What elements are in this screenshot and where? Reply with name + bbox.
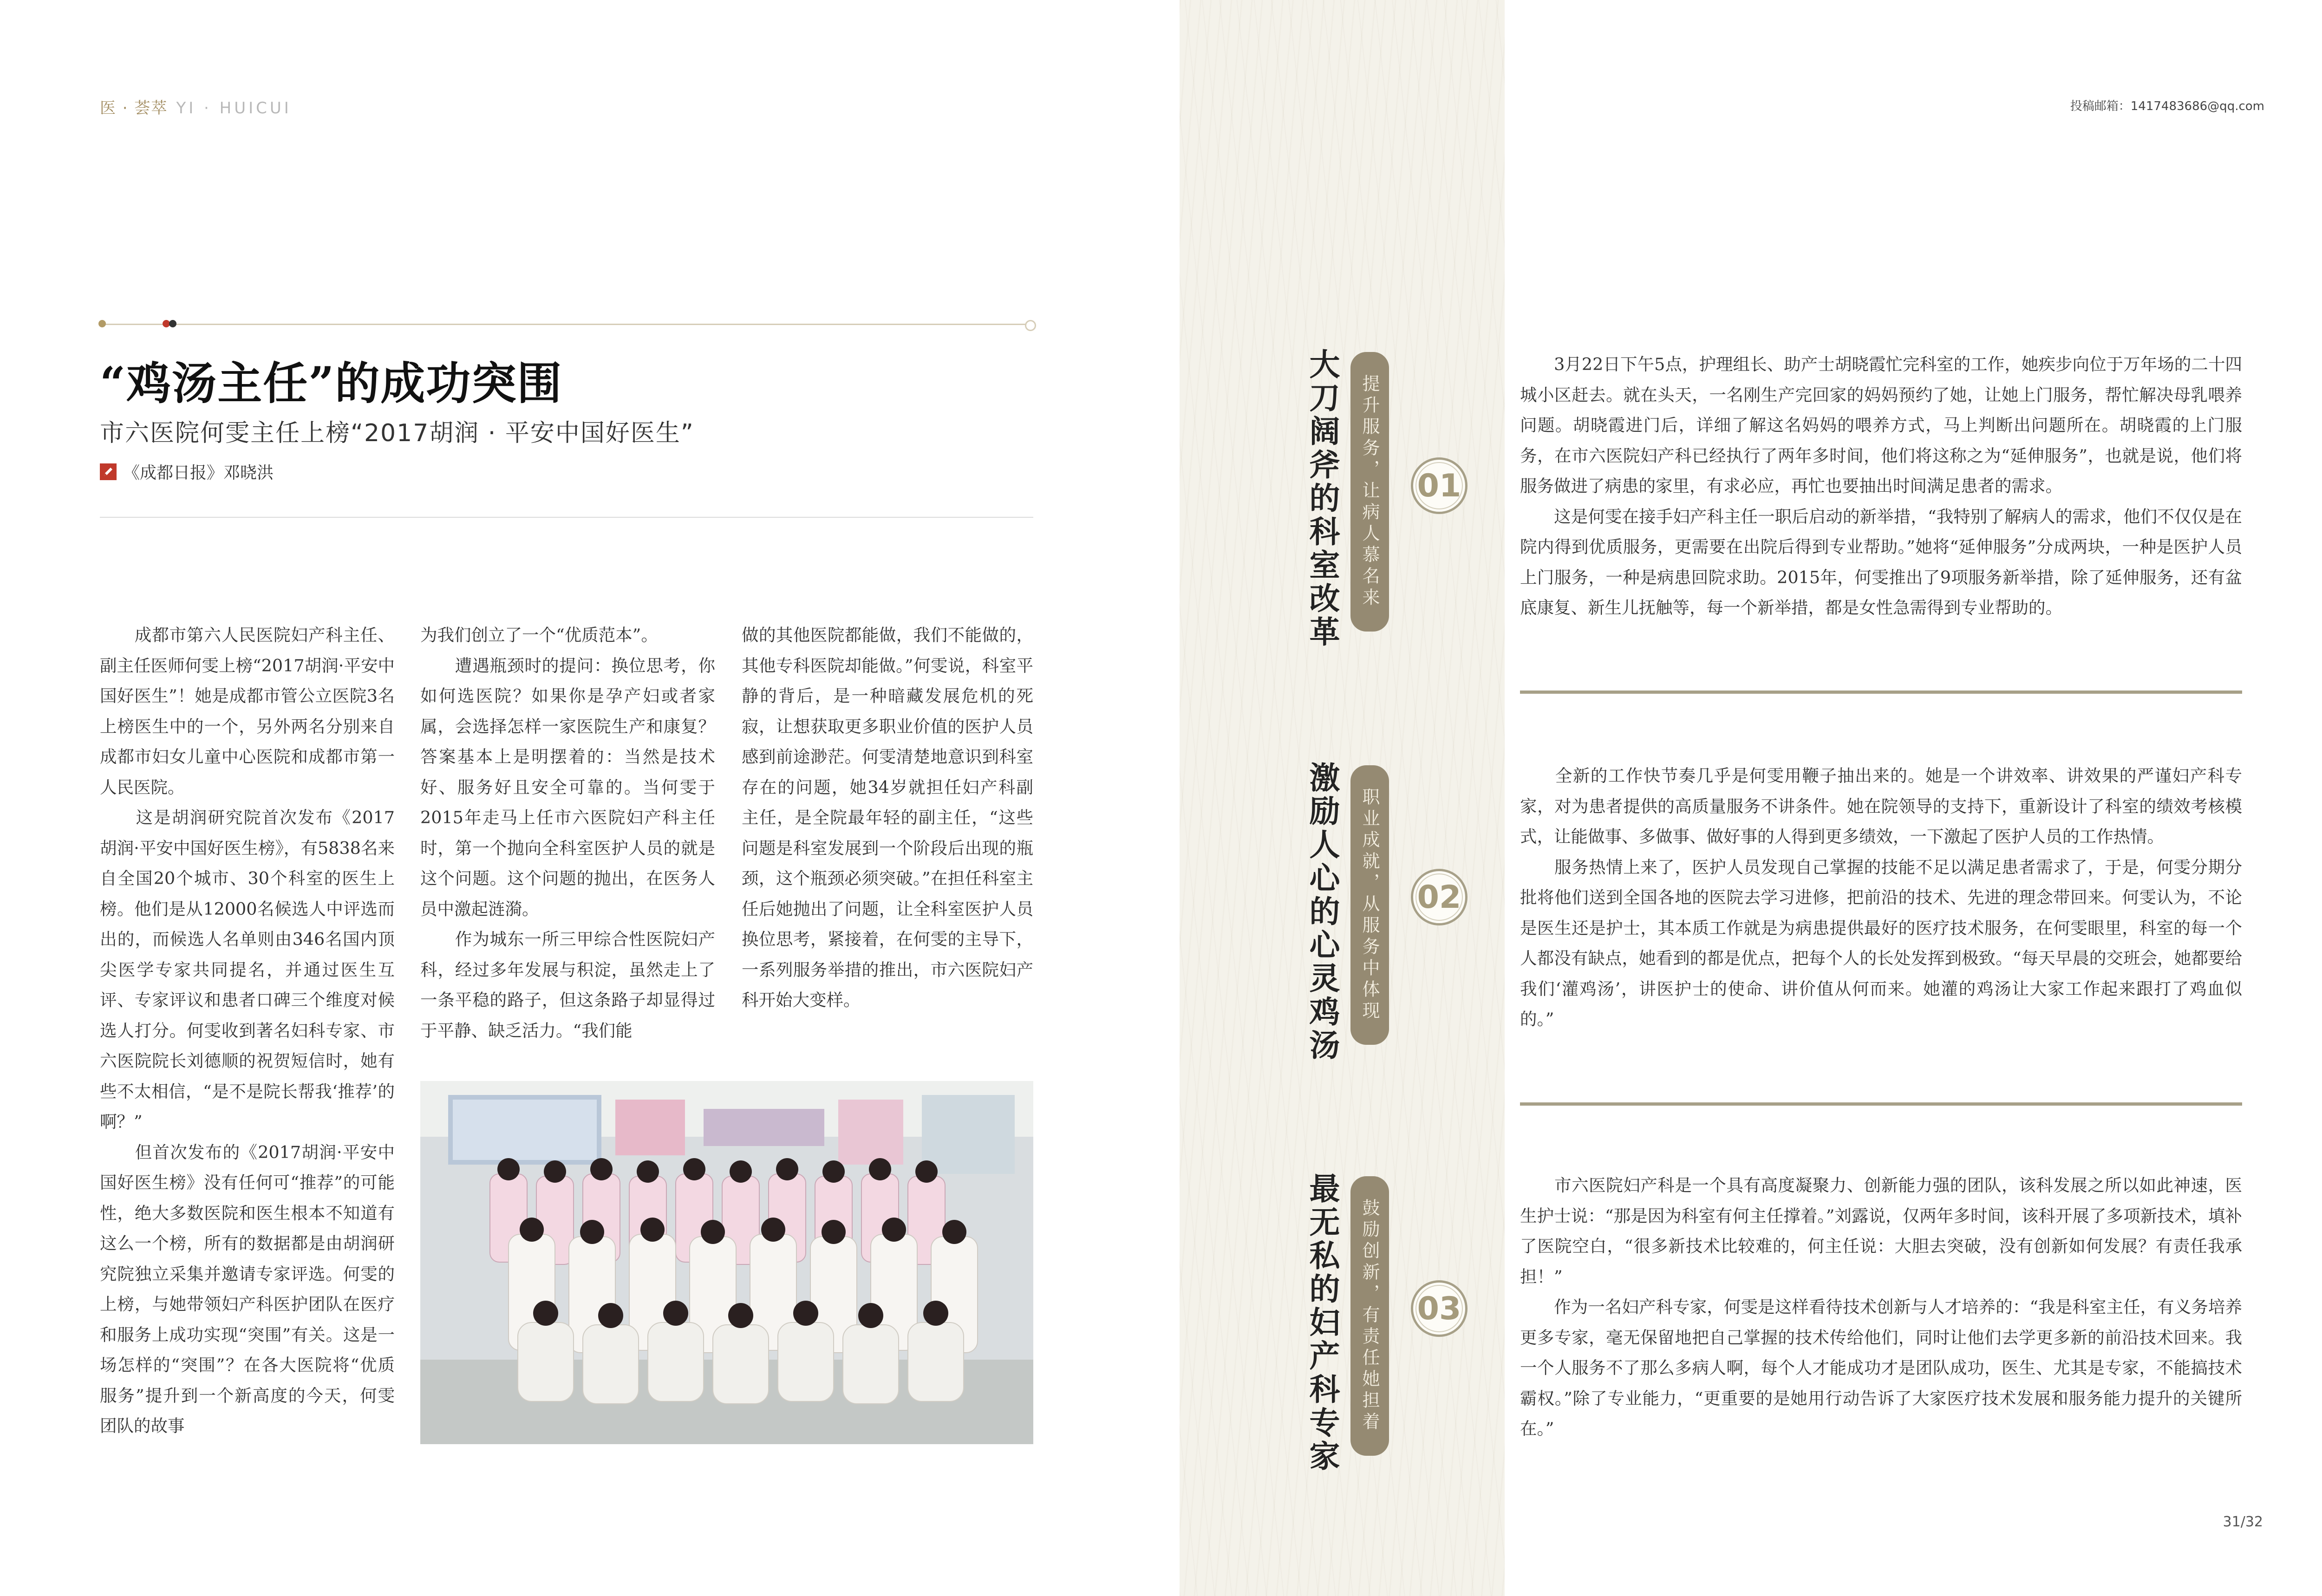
section-3-body: 市六医院妇产科是一个具有高度凝聚力、创新能力强的团队，该科发展之所以如此神速，医生护士说：“那是因为科室有何主任撑着。”刘露说，仅两年多时间，该科开展了多项新技术，填补了医院空白，“很多新技术比较难的，何主任说：大胆去突破，没有创新如何发展？有责任我承担！” 作为一名妇产科专家，何雯是这样看待技术创新与人才培养的：“我是科室主任，有义务培养更多专家，毫无保留地把自己掌握的技术传给他们，同时让他们去学更多新的前沿技术回来。我一个人服务不了那么多病人啊，每个人才能成功才是团队成功，医生、尤其是专家，不能搞技术霸权。”除了专业能力，“更重要的是她用行动告诉了大家医疗技术发展和服务能力提升的关键所在。” (1520, 1175, 2242, 1439)
byline-divider (100, 517, 1033, 518)
article-column-2: 为我们创立了一个“优质范本”。 遭遇瓶颈时的提问：换位思考，你如何选医院？如果你是孕产妇或者家属，会选择怎样一家医院生产和康复？答案基本上是明摆着的：当然是技术好、服务好且安全可靠的。当何雯于2015年走马上任市六医院妇产科主任时，第一个抛向全科室医护人员的就是这个问题。这个问题的抛出，在医务人员中激起涟漪。 作为城东一所三甲综合性医院妇产科，经过多年发展与积淀，虽然走上了一条平稳的路子，但这条路子却显得过于平静、缺乏活力。“我们能 (420, 625, 715, 1041)
section-divider (1520, 691, 2242, 694)
article-title: “鸡汤主任”的成功突围 (100, 357, 563, 410)
section-1-body: 3月22日下午5点，护理组长、助产士胡晓霞忙完科室的工作，她疾步向位于万年场的二十四城小区赶去。就在头天，一名刚生产完回家的妈妈预约了她，让她上门服务，帮忙解决母乳喂养问题。胡晓霞进门后，详细了解这名妈妈的喂养方式，马上判断出问题所在。胡晓霞的上门服务，在市六医院妇产科已经执行了两年多时间，他们将这称之为“延伸服务”，也就是说，他们将服务做进了病患的家里，有求必应，再忙也要抽出时间满足患者的需求。 这是何雯在接手妇产科主任一职后启动的新举措，“我特别了解病人的需求，他们不仅仅是在院内得到优质服务，更需要在出院后得到专业帮助。”她将“延伸服务”分成两块，一种是医护人员上门服务，一种是病患回院求助。2015年，何雯推出了9项服务新举措，除了延伸服务，还有盆底康复、新生儿抚触等，每一个新举措，都是女性急需得到专业帮助的。 (1520, 354, 2242, 618)
decor-dot (169, 320, 176, 327)
group-photo (420, 1081, 1033, 1444)
section-3-tagline: 鼓励创新，有责任她担着 (1350, 1176, 1389, 1456)
pen-icon (100, 463, 117, 480)
section-1-number-badge (1411, 457, 1468, 514)
section-1-number: 01 (1417, 467, 1461, 504)
section-tag-en: YI · HUICUI (176, 99, 292, 117)
decorative-rule (100, 324, 1033, 325)
section-tag (100, 95, 292, 118)
section-1-tagline: 提升服务，让病人慕名来 (1350, 352, 1389, 632)
section-1-heading: 大刀阔斧的科室改革 (1304, 348, 1340, 649)
decor-dot (1025, 320, 1036, 331)
submission-email: 投稿邮箱：1417483686@qq.com (2070, 99, 2264, 113)
section-2-number-badge (1411, 869, 1468, 925)
section-tag-cn: 医 · 荟萃 (100, 99, 168, 117)
decor-dot (98, 320, 106, 327)
byline-text: 《成都日报》邓晓洪 (123, 463, 274, 482)
section-2-tagline: 职业成就，从服务中体现 (1350, 765, 1389, 1045)
article-subtitle: 市六医院何雯主任上榜“2017胡润 · 平安中国好医生” (100, 419, 694, 447)
section-3-number-badge (1411, 1280, 1468, 1337)
section-3-number: 03 (1417, 1290, 1461, 1327)
article-column-1: 成都市第六人民医院妇产科主任、副主任医师何雯上榜“2017胡润·平安中国好医生”！她是成都市管公立医院3名上榜医生中的一个，另外两名分别来自成都市妇女儿童中心医院和成都市第一人民医院。 这是胡润研究院首次发布《2017胡润·平安中国好医生榜》，有5838名来自全国20个城市、30个科室的医生上榜。他们是从12000名候选人中评选而出的，而候选人名单则由346名国内顶尖医学专家共同提名，并通过医生互评、专家评议和患者口碑三个维度对候选人打分。何雯收到著名妇科专家、市六医院院长刘德顺的祝贺短信时，她有些不太相信，“是不是院长帮我‘推荐’的啊？” 但首次发布的《2017胡润·平安中国好医生榜》没有任何可“推荐”的可能性，绝大多数医院和医生根本不知道有这么一个榜，所有的数据都是由胡润研究院独立采集并邀请专家评选。何雯的上榜，与她带领妇产科医护团队在医疗和服务上成功实现“突围”有关。这是一场怎样的“突围”？在各大医院将“优质服务”提升到一个新高度的今天，何雯团队的故事 (100, 625, 395, 1436)
section-divider (1520, 1102, 2242, 1106)
group-photo-image (420, 1081, 1033, 1444)
byline (100, 460, 274, 483)
section-2-number: 02 (1417, 879, 1461, 916)
article-column-3: 做的其他医院都能做，我们不能做的，其他专科医院却能做。”何雯说，科室平静的背后，是一种暗藏发展危机的死寂，让想获取更多职业价值的医护人员感到前途渺茫。何雯清楚地意识到科室存在的问题，她34岁就担任妇产科副主任，是全院最年轻的副主任，“这些问题是科室发展到一个阶段后出现的瓶颈，这个瓶颈必须突破。”在担任科室主任后她抛出了问题，让全科室医护人员换位思考，紧接着，在何雯的主导下，一系列服务举措的推出，市六医院妇产科开始大变样。 (742, 625, 1033, 1010)
section-2-heading: 激励人心的心灵鸡汤 (1304, 762, 1340, 1062)
section-2-body: 全新的工作快节奏几乎是何雯用鞭子抽出来的。她是一个讲效率、讲效果的严谨妇产科专家，对为患者提供的高质量服务不讲条件。她在院领导的支持下，重新设计了科室的绩效考核模式，让能做事、多做事、做好事的人得到更多绩效，一下激起了医护人员的工作热情。 服务热情上来了，医护人员发现自己掌握的技能不足以满足患者需求了，于是，何雯分期分批将他们送到全国各地的医院去学习进修，把前沿的技术、先进的理念带回来。何雯认为，不论是医生还是护士，其本质工作就是为病患提供最好的医疗技术服务，在何雯眼里，科室的每一个人都没有缺点，她看到的都是优点，把每个人的长处发挥到极致。“每天早晨的交班会，她都要给我们‘灌鸡汤’，讲医护士的使命、讲价值从何而来。她灌的鸡汤让大家工作起来跟打了鸡血似的。” (1520, 766, 2242, 1029)
section-3-heading: 最无私的妇产科专家 (1304, 1173, 1340, 1473)
page-number: 31/32 (2223, 1514, 2263, 1530)
